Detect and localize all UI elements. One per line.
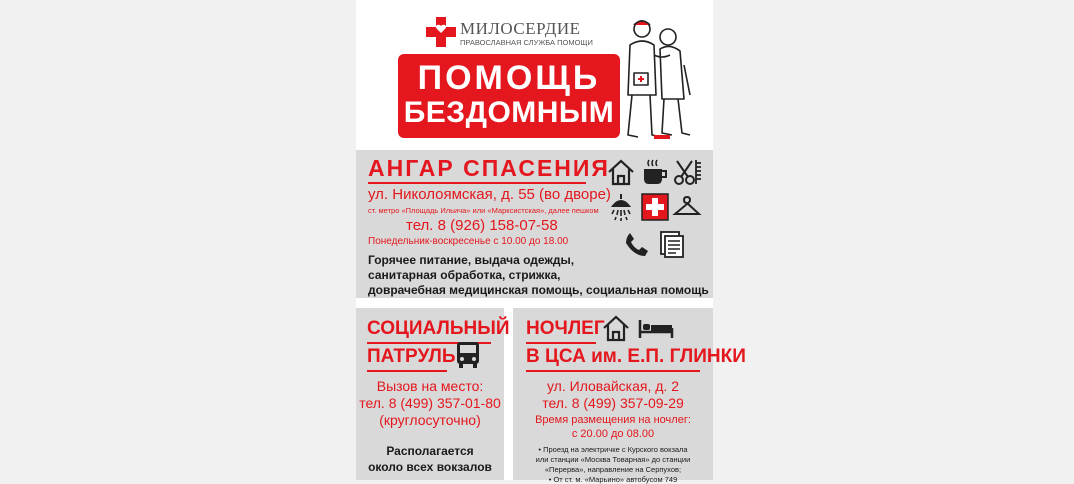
shelter-stay-hours: с 20.00 до 08.00 — [571, 428, 655, 440]
patrol-phone[interactable]: тел. 8 (499) 357-01-80 — [359, 395, 501, 411]
helper-illustration — [618, 15, 696, 143]
patrol-title-line-1: СОЦИАЛЬНЫЙ — [367, 318, 510, 339]
hangar-title: АНГАР СПАСЕНИЯ — [368, 155, 610, 181]
organization-logo — [426, 15, 596, 47]
patrol-location-line: Располагается — [386, 444, 474, 458]
hangar-address: ул. Николоямская, д. 55 (во дворе) — [368, 186, 611, 203]
house-icon — [601, 314, 631, 342]
hanger-icon — [672, 192, 702, 222]
poster — [356, 0, 746, 484]
documents-icon — [656, 229, 686, 259]
shelter-title-underline — [526, 342, 596, 344]
shelter-directions-line: • Проезд на электричке с Курского вокзала — [538, 445, 688, 454]
patrol-location-line: около всех вокзалов — [368, 460, 492, 474]
hangar-metro: ст. метро «Площадь Ильича» или «Марксистская», далее пешком — [368, 206, 599, 215]
shower-icon — [606, 192, 636, 222]
shelter-title-line-2: В ЦСА им. Е.П. ГЛИНКИ — [526, 346, 746, 367]
banner-line-2: БЕЗДОМНЫМ — [403, 96, 615, 129]
hangar-service-line: санитарная обработка, стрижка, — [368, 268, 561, 282]
shelter-directions-line: «Перерва», направление на Серпухов; — [544, 465, 682, 474]
hangar-phone[interactable]: тел. 8 (926) 158-07-58 — [406, 217, 558, 234]
medical-cross-icon — [640, 192, 670, 222]
red-cross-icon — [426, 17, 456, 47]
house-icon — [606, 157, 636, 187]
bed-icon — [638, 318, 674, 340]
shelter-stay-label: Время размещения на ночлег: — [535, 414, 691, 426]
shelter-title-underline — [526, 370, 700, 372]
shelter-address: ул. Иловайская, д. 2 — [546, 378, 679, 394]
hangar-service-line: доврачебная медицинская помощь, социальная помощь — [368, 283, 709, 297]
patrol-call-label: Вызов на место: — [376, 378, 484, 394]
shelter-directions-line: • От ст. м. «Марьино» автобусом 749 — [548, 475, 678, 484]
patrol-title-underline — [367, 370, 447, 372]
scissors-comb-icon — [672, 157, 702, 187]
banner-line-1: ПОМОЩЬ — [417, 59, 601, 97]
shelter-title-line-1: НОЧЛЕГ — [526, 318, 605, 339]
bus-icon — [456, 341, 480, 369]
phone-icon — [622, 229, 652, 259]
org-subtitle: ПРАВОСЛАВНАЯ СЛУЖБА ПОМОЩИ — [460, 38, 593, 47]
hangar-service-line: Горячее питание, выдача одежды, — [368, 253, 575, 267]
hangar-hours: Понедельник-воскресенье с 10.00 до 18.00 — [368, 236, 569, 247]
shelter-directions-line: или станции «Москва Товарная» до станции — [535, 455, 691, 464]
patrol-availability: (круглосуточно) — [379, 412, 481, 428]
coffee-cup-icon — [640, 157, 670, 187]
patrol-title-line-2: ПАТРУЛЬ — [367, 346, 456, 367]
hangar-title-underline — [368, 182, 586, 184]
shelter-phone[interactable]: тел. 8 (499) 357-09-29 — [542, 395, 684, 411]
title-banner — [398, 54, 620, 138]
org-name: МИЛОСЕРДИЕ — [460, 19, 581, 38]
